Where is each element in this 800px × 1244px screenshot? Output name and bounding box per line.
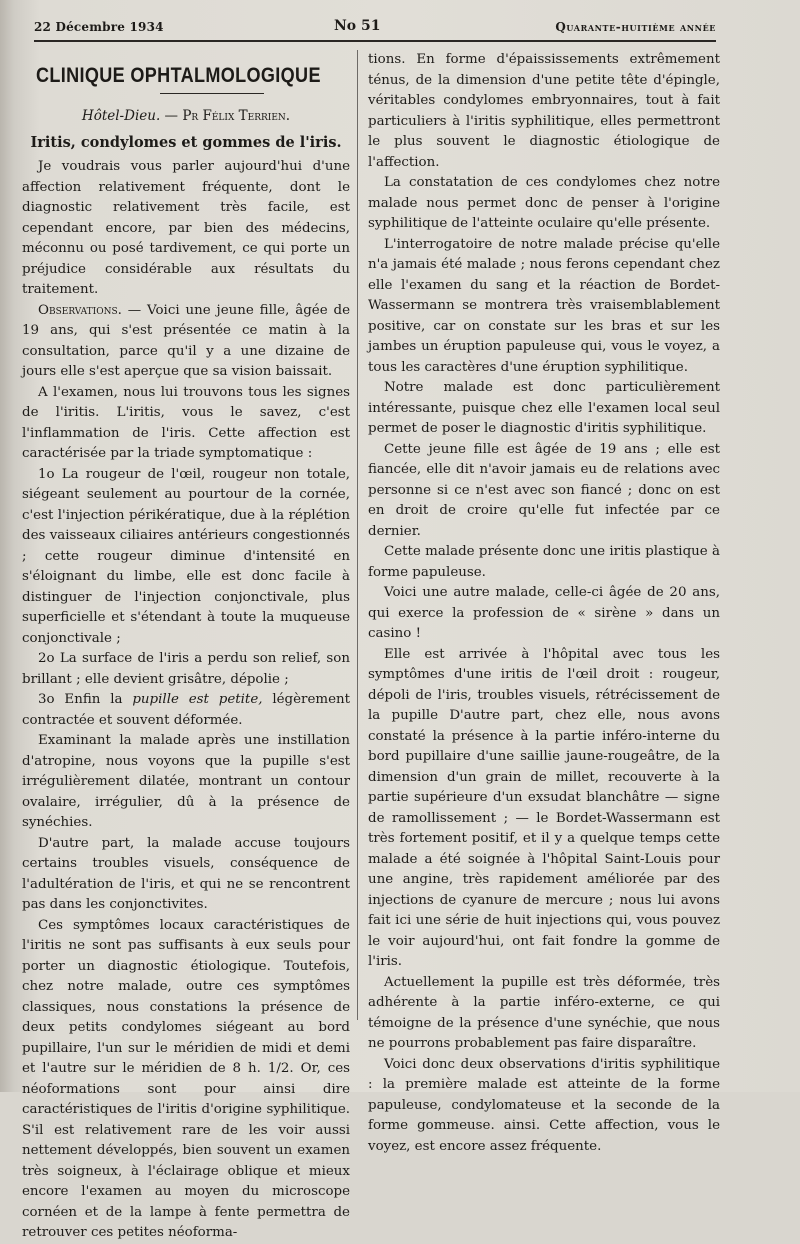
paragraph: Ces symptômes locaux caractéristiques de l'iritis ne sont pas suffisants à eux seuls pour porter un diagnostic étiologique. Toutefois, chez notre malade, outre ces symptômes classiques, nous constations la présence de deux petits condylomes siégeant au bord pupillaire, l'un sur le méridien de midi et demi et l'autre sur le méridien de 8 h. 1/2. Or, ces néoformations sont pour ainsi dire caractéristiques de l'iritis d'origine syphilitique. S'il est relativement rare de les voir aussi nettement développés, bien souvent un examen très soigneux, à l'éclairage oblique et mieux encore l'examen au moyen du microscope cornéen et de la lampe à fente permettra de retrouver ces petites néoforma- <box>22 917 350 1240</box>
paragraph-continued: tions. En forme d'épaississements extrêmement ténus, de la dimension d'une petite tête d'épingle, véritables condylomes embryonnaires, tout à fait particuliers à l'iritis syphilitique, elles permettront le plus souvent le diagnostic étiologique de l'affection. <box>368 52 720 170</box>
paragraph: L'interrogatoire de notre malade précise qu'elle n'a jamais été malade ; nous ferons cependant chez elle l'examen du sang et la réaction de Bordet-Wassermann se montrera très vraisemblablement positive, car on constate sur les bras et sur les jambes un éruption papuleuse qui, vous le voyez, a tous les caractères d'une éruption syphilitique. <box>368 236 720 375</box>
article-subtitle: Iritis, condylomes et gommes de l'iris. <box>30 133 342 151</box>
observations-text: — Voici une jeune fille, âgée de 19 ans, qui s'est présentée ce matin à la consultation, parce qu'il y a une dizaine de jours elle s'est aperçue que sa vision baissait. <box>22 302 350 379</box>
observations-label: Observations. <box>38 302 122 318</box>
byline-separator: — <box>160 108 183 124</box>
issue-date: 22 Décembre 1934 <box>34 20 164 34</box>
symptom-3 <box>22 690 350 731</box>
left-column <box>22 50 350 1244</box>
running-header <box>34 18 716 42</box>
issue-number: No 51 <box>334 18 381 34</box>
paragraph: Cette jeune fille est âgée de 19 ans ; elle est fiancée, elle dit n'avoir jamais eu de relations avec personne si ce n'est avec son fiancé ; donc on est en droit de croire qu'elle fut infectée par ce dernier. <box>368 441 720 539</box>
byline <box>22 106 350 127</box>
symptom-1: 1o La rougeur de l'œil, rougeur non totale, siégeant seulement au pourtour de la cornée, c'est l'injection périkératique, due à la réplétion des vaisseaux ciliaires antérieurs congestionnés ; cette rougeur diminue d'intensité en s'éloignant du limbe, elle est donc facile à distinguer de l'injection conjonctivale, plus superficielle et s'étendant à toute la muqueuse conjonctivale ; <box>22 466 350 646</box>
symptom-2: 2o La surface de l'iris a perdu son relief, son brillant ; elle devient grisâtre, dépolie ; <box>22 651 350 687</box>
title-rule <box>160 93 264 95</box>
paragraph: Examinant la malade après une instillation d'atropine, nous voyons que la pupille s'est irrégulièrement dilatée, montrant un contour ovalaire, irrégulier, dû à la présence de synéchies. <box>22 733 350 830</box>
right-column <box>368 50 720 1157</box>
paragraph: Voici donc deux observations d'iritis syphilitique : la première malade est atteinte de la forme papuleuse, condylomateuse et la seconde de la forme gommeuse. ainsi. Cette affection, vous le voyez, est encore assez fréquente. <box>368 1056 720 1154</box>
paragraph: Elle est arrivée à l'hôpital avec tous les symptômes d'une iritis de l'œil droit : rougeur, dépoli de l'iris, troubles visuels, rétrécissement de la pupille D'autre part, chez elle, nous avons constaté la présence à la partie inféro-interne du bord pupillaire d'une saillie jaune-rougeâtre, de la dimension d'un grain de millet, recouverte à la partie supérieure d'un exsudat blanchâtre — signe de ramollissement ; — le Bordet-Wassermann est très fortement positif, et il y a quelque temps cette malade a été soignée à l'hôpital Saint-Louis pour une angine, très rapidement améliorée par des injections de cyanure de mercure ; nous lui avons fait ici une série de huit injections qui, vous pouvez le voir aujourd'hui, ont fait fondre la gomme de l'iris. <box>368 646 720 969</box>
paragraph: Actuellement la pupille est très déformée, très adhérente à la partie inféro-externe, ce qui témoigne de la présence d'une synéchie, que nous ne pourrons probablement pas faire disparaître. <box>368 974 720 1051</box>
column-divider <box>357 50 358 1020</box>
paragraph: Notre malade est donc particulièrement intéressante, puisque chez elle l'examen local seul permet de poser le diagnostic d'iritis syphilitique. <box>368 380 720 436</box>
paragraph: Cette malade présente donc une iritis plastique à forme papuleuse. <box>368 544 720 580</box>
publication-year: Quarante-huitième année <box>555 20 716 34</box>
symptom-3-rest: légèrement contractée et souvent déformée. <box>22 692 351 728</box>
paragraph-observations <box>22 301 350 383</box>
paragraph: La constatation de ces condylomes chez notre malade nous permet donc de penser à l'origine syphilitique de l'atteinte oculaire qu'elle présente. <box>368 175 720 231</box>
byline-place: Hôtel-Dieu. <box>81 108 161 124</box>
section-title: CLINIQUE OPHTALMOLOGIQUE <box>36 64 321 87</box>
paragraph: A l'examen, nous lui trouvons tous les signes de l'iritis. L'iritis, vous le savez, c'est l'inflammation de l'iris. Cette affection est caractérisée par la triade symptomatique : <box>22 384 350 461</box>
paragraph: D'autre part, la malade accuse toujours certains troubles visuels, conséquence de l'adultération de l'iris, et qui ne se rencontrent pas dans les conjonctivites. <box>22 835 350 912</box>
paragraph: Je voudrais vous parler aujourd'hui d'une affection relativement fréquente, dont le diagnostic relativement très facile, est cependant encore, par bien des médecins, méconnu ou posé tardivement, ce qui porte un préjudice considérable aux résultats du traitement. <box>22 159 350 297</box>
symptom-3-emphasis: pupille est petite, <box>132 692 263 707</box>
byline-author: Pr Félix Terrien. <box>182 108 291 124</box>
paragraph: Voici une autre malade, celle-ci âgée de 20 ans, qui exerce la profession de « sirène » dans un casino ! <box>368 585 720 641</box>
symptom-3-lead: 3o Enfin la <box>38 692 133 707</box>
